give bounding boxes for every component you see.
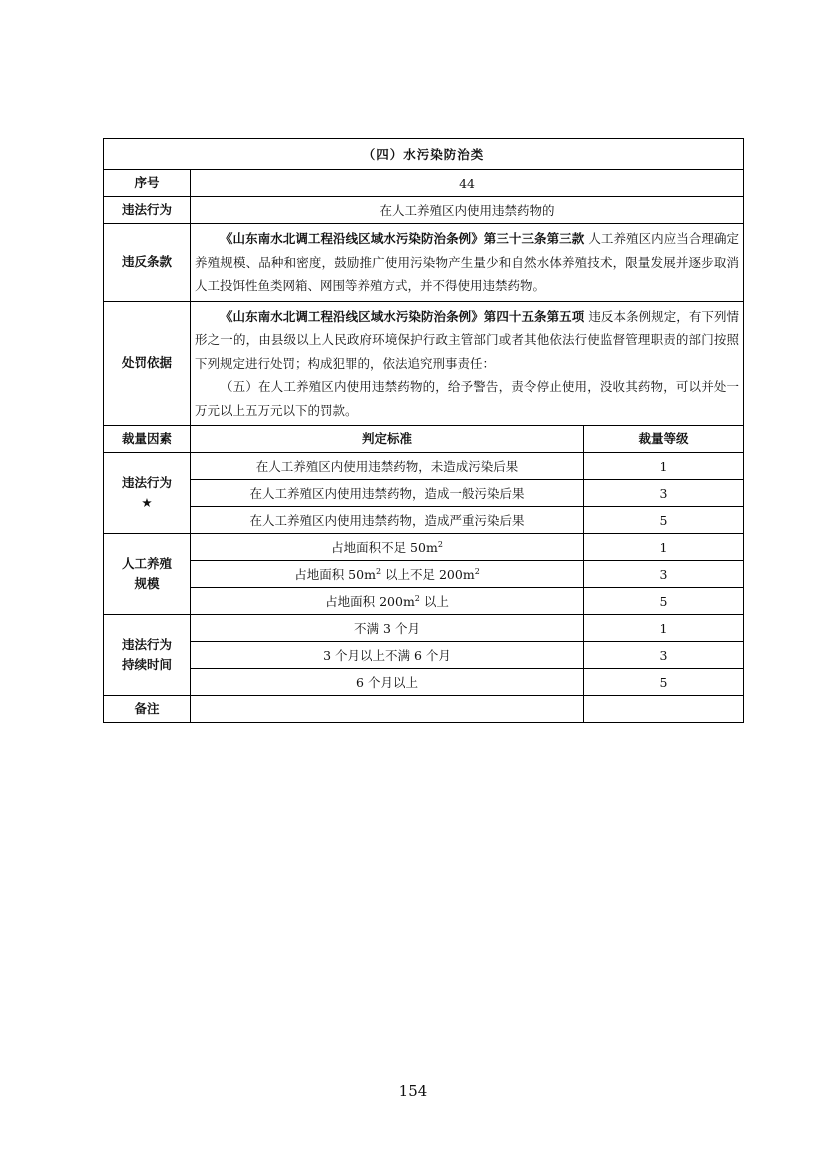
standard-header: 判定标准 bbox=[191, 426, 584, 453]
basis-item: （五）在人工养殖区内使用违禁药物的，给予警告，责令停止使用，没收其药物，可以并处一万元以上五万元以下的罚款。 bbox=[195, 379, 740, 418]
factor-violation-behavior: 违法行为 ★ bbox=[104, 453, 191, 534]
violation-label: 违法行为 bbox=[104, 197, 191, 224]
level-cell: 1 bbox=[584, 534, 744, 561]
penalty-basis-label: 处罚依据 bbox=[104, 301, 191, 426]
standard-cell: 不满 3 个月 bbox=[191, 615, 584, 642]
basis-body: 违反本条例规定，有下列情形之一的，由县级以上人民政府环境保护行政主管部门或者其他依法行使监督管理职责的部门按照下列规定进行处罚；构成犯罪的，依法追究刑事责任： bbox=[195, 308, 740, 371]
standard-cell: 占地面积 $50m^2$ 以上不足 $200m^2$ bbox=[191, 561, 584, 588]
violated-clause-label: 违反条款 bbox=[104, 224, 191, 302]
level-header: 裁量等级 bbox=[584, 426, 744, 453]
standard-cell: 在人工养殖区内使用违禁药物，造成严重污染后果 bbox=[191, 507, 584, 534]
factor-duration: 违法行为 持续时间 bbox=[104, 615, 191, 696]
penalty-table bbox=[103, 138, 744, 723]
basis-law-ref: 《山东南水北调工程沿线区域水污染防治条例》第四十五条第五项 bbox=[220, 308, 585, 324]
level-cell: 5 bbox=[584, 588, 744, 615]
factor-farming-scale: 人工养殖 规模 bbox=[104, 534, 191, 615]
remarks-extra bbox=[584, 696, 744, 723]
level-cell: 3 bbox=[584, 561, 744, 588]
standard-cell: 占地面积 $200m^2$ 以上 bbox=[191, 588, 584, 615]
clause-law-ref: 《山东南水北调工程沿线区域水污染防治条例》第三十三条第三款 bbox=[220, 231, 585, 246]
standard-cell: 6 个月以上 bbox=[191, 669, 584, 696]
level-cell: 1 bbox=[584, 453, 744, 480]
level-cell: 3 bbox=[584, 480, 744, 507]
violation-value: 在人工养殖区内使用违禁药物的 bbox=[191, 197, 744, 224]
serial-value: 44 bbox=[191, 170, 744, 197]
clause-body: 人工养殖区内应当合理确定养殖规模、品种和密度，鼓励推广使用污染物产生量少和自然水体养殖技术，限量发展并逐步取消人工投饵性鱼类网箱、网围等养殖方式，并不得使用违禁药物。 bbox=[195, 231, 740, 293]
standard-cell: 在人工养殖区内使用违禁药物，未造成污染后果 bbox=[191, 453, 584, 480]
remarks-value bbox=[191, 696, 584, 723]
standard-cell: 3 个月以上不满 6 个月 bbox=[191, 642, 584, 669]
level-cell: 5 bbox=[584, 507, 744, 534]
table-title: （四）水污染防治类 bbox=[104, 139, 744, 170]
standard-cell: 在人工养殖区内使用违禁药物，造成一般污染后果 bbox=[191, 480, 584, 507]
star-icon: ★ bbox=[141, 495, 153, 510]
level-cell: 3 bbox=[584, 642, 744, 669]
penalty-basis-text bbox=[191, 301, 744, 426]
level-cell: 5 bbox=[584, 669, 744, 696]
factor-header: 裁量因素 bbox=[104, 426, 191, 453]
page-number: 154 bbox=[398, 1082, 428, 1100]
standard-cell: 占地面积不足 $50m^2$ bbox=[191, 534, 584, 561]
serial-label: 序号 bbox=[104, 170, 191, 197]
level-cell: 1 bbox=[584, 615, 744, 642]
remarks-label: 备注 bbox=[104, 696, 191, 723]
violated-clause-text bbox=[191, 224, 744, 302]
